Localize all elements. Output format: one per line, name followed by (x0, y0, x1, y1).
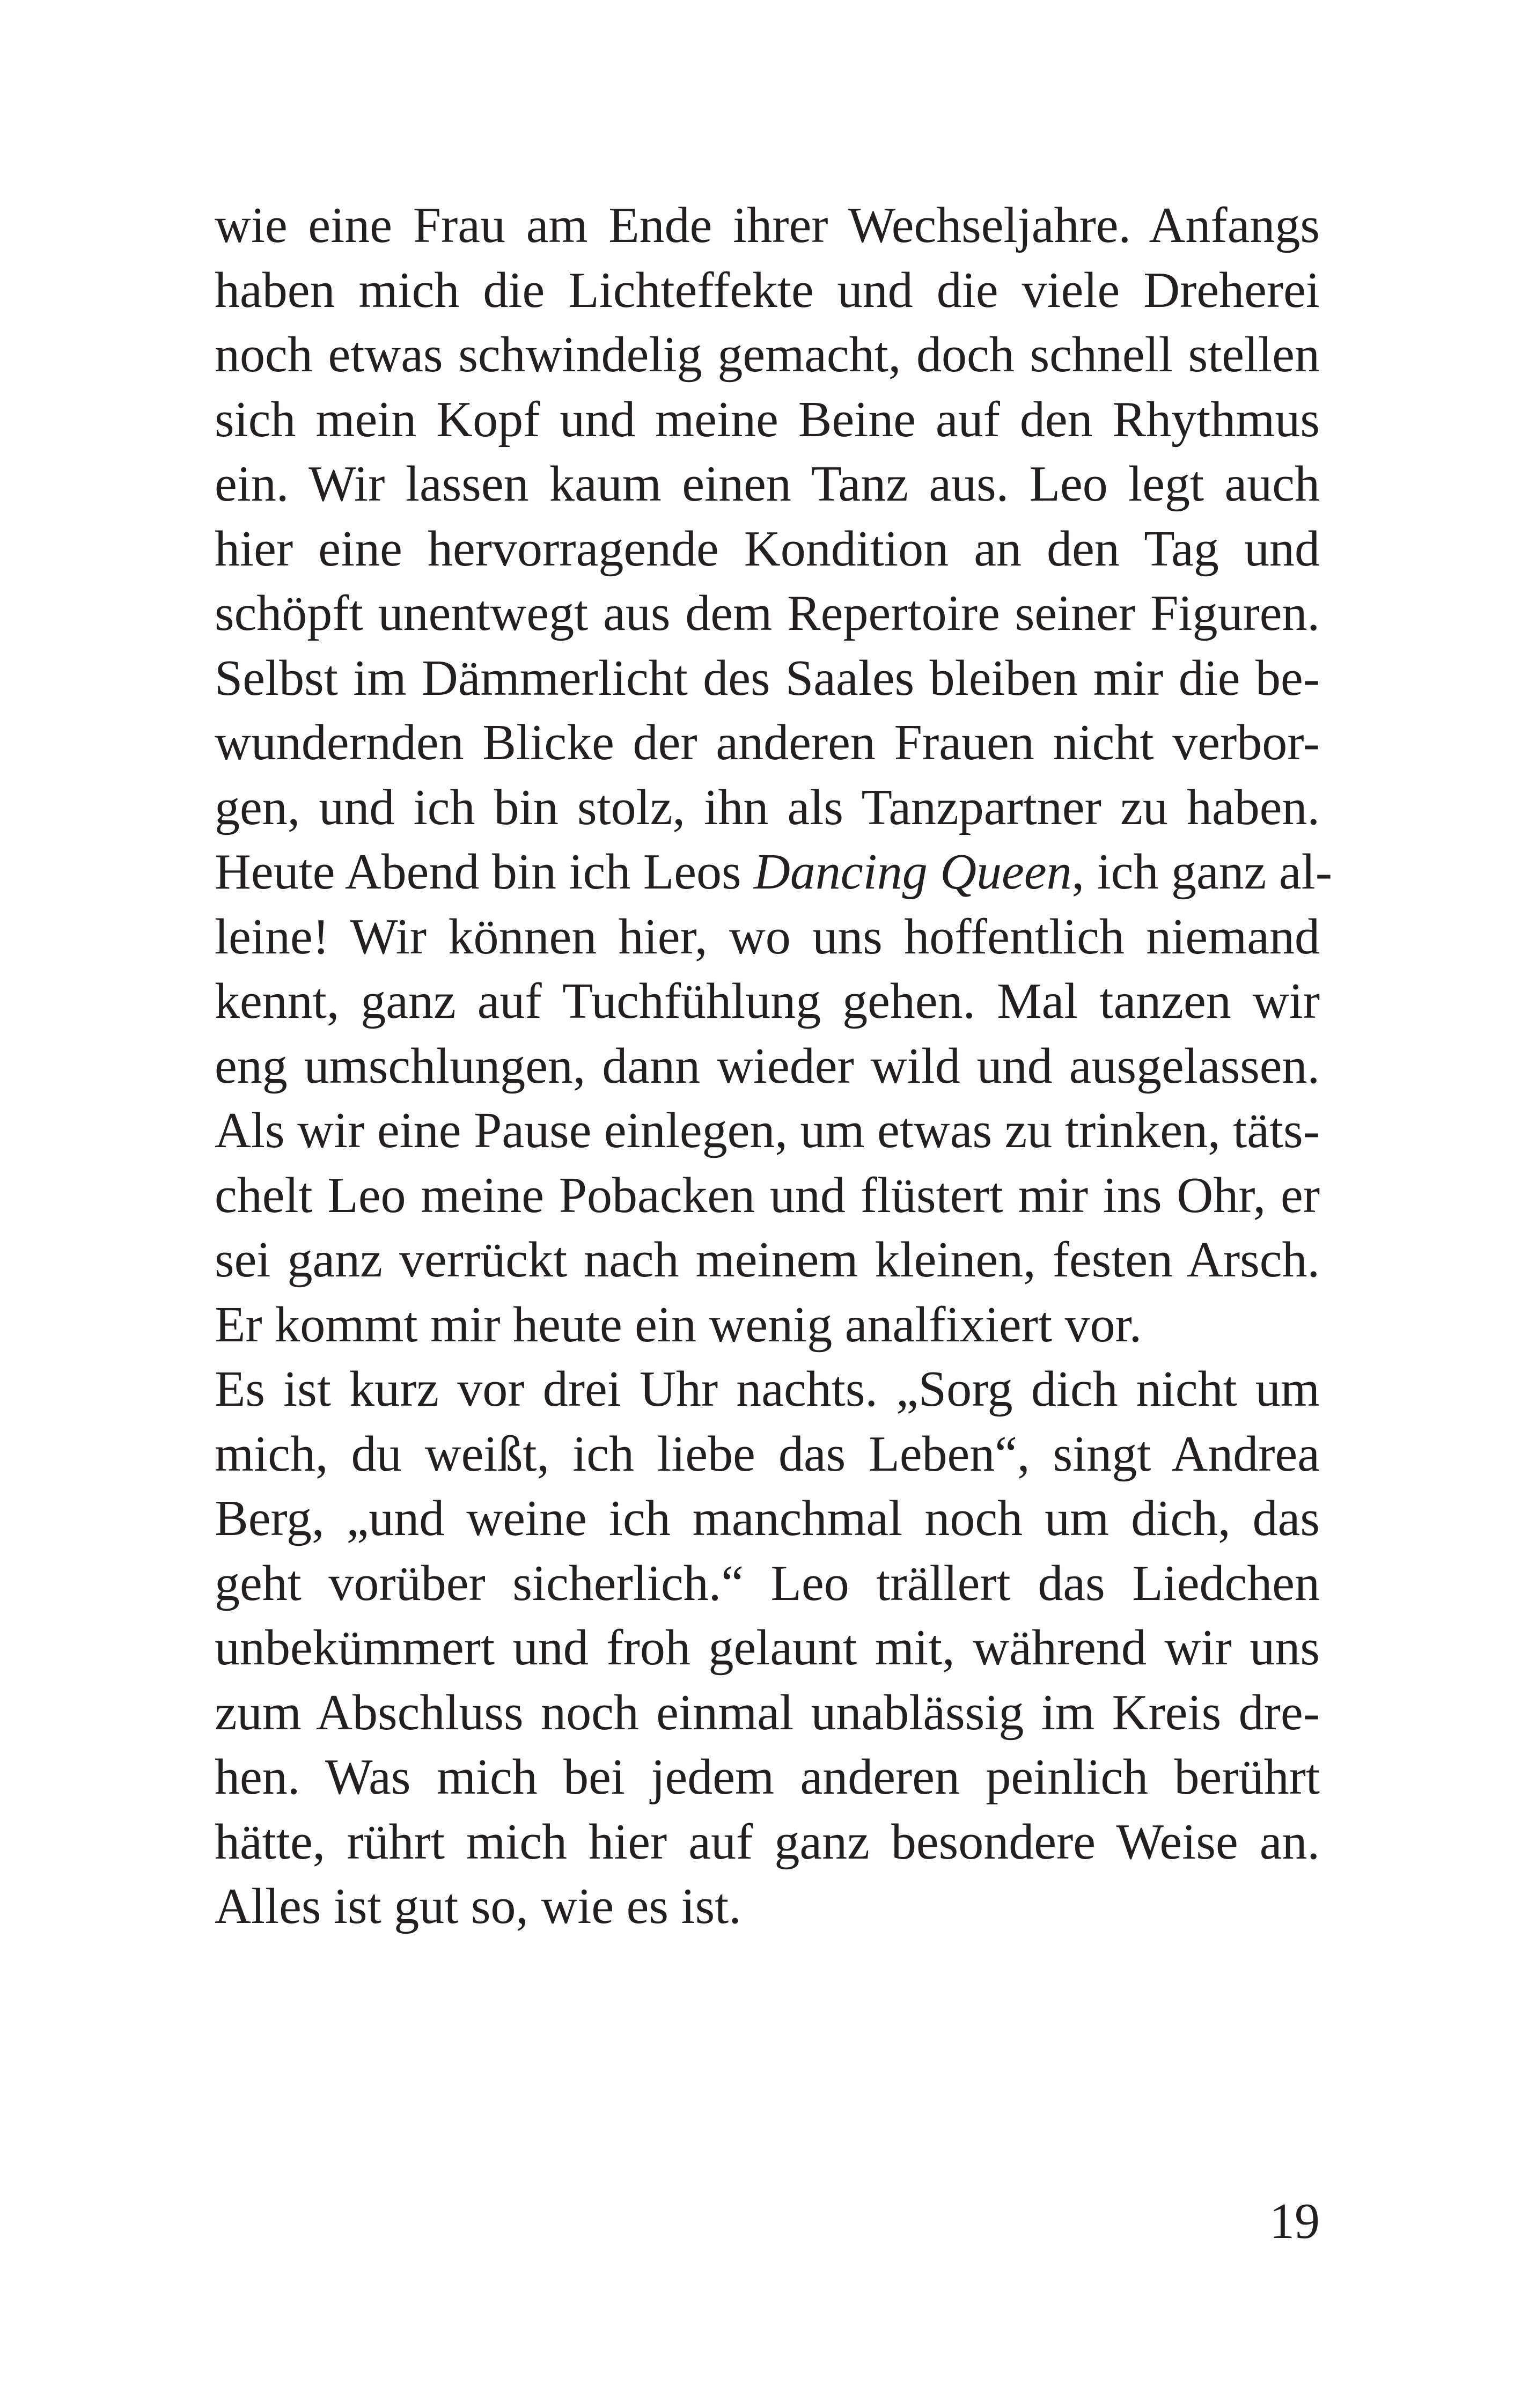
text-line: haben mich die Lichteffekte und die viele Dreherei (215, 262, 1320, 318)
text-line: zum Abschluss noch einmal unablässig im Kreis dre- (215, 1684, 1320, 1741)
text-line: wundernden Blicke der anderen Frauen nicht verbor- (215, 715, 1320, 770)
page-number: 19 (1269, 2193, 1320, 2249)
text-line: wie eine Frau am Ende ihrer Wechseljahre. Anfangs (215, 197, 1320, 253)
paragraph-end-line: Er kommt mir heute ein wenig analfixiert vor. (215, 1296, 1142, 1353)
text-line: leine! Wir können hier, wo uns hoffentlich niemand (215, 908, 1320, 965)
body-text (215, 193, 1333, 1939)
text-line: noch etwas schwindelig gemacht, doch schnell stellen (215, 327, 1320, 383)
text-line: sei ganz verrückt nach meinem kleinen, festen Arsch. (215, 1232, 1320, 1288)
text-line: Selbst im Dämmerlicht des Saales bleiben mir die be- (215, 650, 1320, 706)
text-line: Als wir eine Pause einlegen, um etwas zu trinken, täts- (215, 1103, 1320, 1158)
text-line: geht vorüber sicherlich.“ Leo trällert das Liedchen (215, 1555, 1320, 1611)
text-line: eng umschlungen, dann wieder wild und ausgelassen. (215, 1038, 1320, 1094)
text-line: unbekümmert und froh gelaunt mit, während wir uns (215, 1620, 1320, 1676)
text-line: sich mein Kopf und meine Beine auf den Rhythmus (215, 391, 1320, 447)
paragraph-end-line: Alles ist gut so, wie es ist. (215, 1878, 741, 1934)
italic-title: Dancing Queen (754, 844, 1072, 900)
text-line: gen, und ich bin stolz, ihn als Tanzpartner zu haben. (215, 779, 1320, 835)
text-line: mich, du weißt, ich liebe das Leben“, singt Andrea (215, 1426, 1320, 1482)
text-segment: Heute Abend bin ich Leos (215, 844, 754, 900)
text-line: hier eine hervorragende Kondition an den Tag und (215, 520, 1320, 577)
text-line: hen. Was mich bei jedem anderen peinlich berührt (215, 1749, 1320, 1805)
text-line: chelt Leo meine Pobacken und flüstert mir ins Ohr, er (215, 1167, 1320, 1223)
text-line: schöpft unentwegt aus dem Repertoire seiner Figuren. (215, 585, 1320, 641)
text-line: hätte, rührt mich hier auf ganz besondere Weise an. (215, 1814, 1320, 1870)
text-line: Es ist kurz vor drei Uhr nachts. „Sorg dich nicht um (215, 1361, 1320, 1417)
text-line: ein. Wir lassen kaum einen Tanz aus. Leo legt auch (215, 456, 1320, 512)
text-segment: , ich ganz al- (1071, 844, 1333, 900)
text-line: kennt, ganz auf Tuchfühlung gehen. Mal tanzen wir (215, 973, 1320, 1029)
text-line-with-italic (215, 840, 1333, 905)
text-line: Berg, „und weine ich manchmal noch um dich, das (215, 1491, 1320, 1546)
